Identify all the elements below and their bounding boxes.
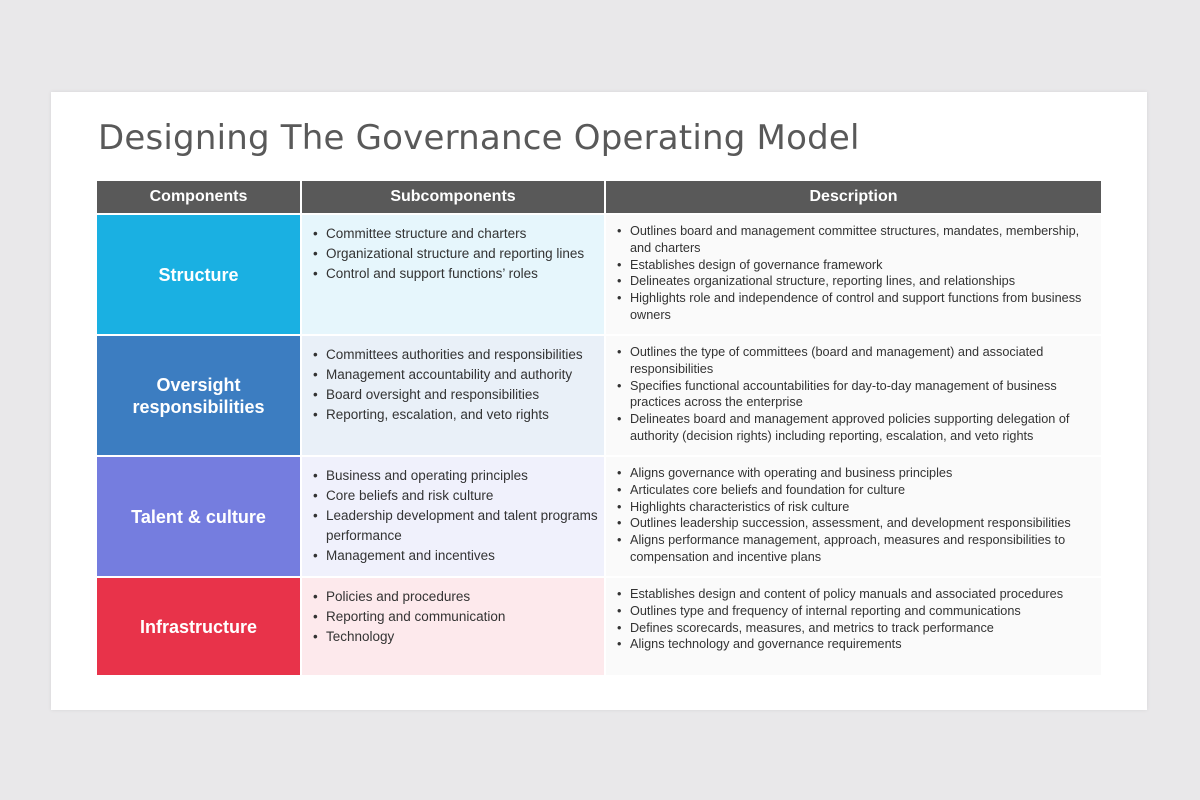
header-subcomponents: Subcomponents xyxy=(302,181,604,213)
list-item: • Reporting, escalation, and veto rights xyxy=(312,405,598,425)
list-item: • Outlines type and frequency of internal reporting and communications xyxy=(616,603,1093,620)
list-item: • Outlines leadership succession, assessment, and development responsibilities xyxy=(616,515,1093,532)
subcomponents-talent xyxy=(302,457,604,576)
list-item: • Leadership development and talent programs performance xyxy=(312,506,598,546)
list-item: • Establishes design and content of policy manuals and associated procedures xyxy=(616,586,1093,603)
subcomponents-list xyxy=(312,345,598,425)
list-item: • Control and support functions’ roles xyxy=(312,264,598,284)
list-item: • Highlights characteristics of risk culture xyxy=(616,499,1093,516)
list-item: • Committee structure and charters xyxy=(312,224,598,244)
list-item: • Highlights role and independence of control and support functions from business owners xyxy=(616,290,1093,324)
description-list xyxy=(616,465,1093,566)
list-item: • Delineates board and management approved policies supporting delegation of authority (decision rights) including reporting, escalation, and veto rights xyxy=(616,411,1093,445)
list-item: • Establishes design of governance framework xyxy=(616,257,1093,274)
component-infrastructure: Infrastructure xyxy=(97,578,300,675)
list-item: • Business and operating principles xyxy=(312,466,598,486)
list-item: • Aligns performance management, approach, measures and responsibilities to compensation and incentive plans xyxy=(616,532,1093,566)
governance-table xyxy=(97,181,1101,675)
list-item: • Technology xyxy=(312,627,598,647)
subcomponents-infrastructure xyxy=(302,578,604,675)
list-item: • Management accountability and authority xyxy=(312,365,598,385)
list-item: • Aligns technology and governance requirements xyxy=(616,636,1093,653)
header-description: Description xyxy=(606,181,1101,213)
component-oversight: Oversight responsibilities xyxy=(97,336,300,455)
description-list xyxy=(616,586,1093,653)
list-item: • Articulates core beliefs and foundation for culture xyxy=(616,482,1093,499)
list-item: • Outlines the type of committees (board and management) and associated responsibilities xyxy=(616,344,1093,378)
list-item: • Organizational structure and reporting lines xyxy=(312,244,598,264)
description-oversight xyxy=(606,336,1101,455)
list-item: • Outlines board and management committee structures, mandates, membership, and charters xyxy=(616,223,1093,257)
page-title: Designing The Governance Operating Model xyxy=(98,118,860,158)
list-item: • Defines scorecards, measures, and metrics to track performance xyxy=(616,620,1093,637)
slide xyxy=(51,92,1147,710)
subcomponents-list xyxy=(312,587,598,647)
list-item: • Management and incentives xyxy=(312,546,598,566)
description-talent xyxy=(606,457,1101,576)
list-item: • Committees authorities and responsibilities xyxy=(312,345,598,365)
list-item: • Board oversight and responsibilities xyxy=(312,385,598,405)
description-structure xyxy=(606,215,1101,334)
description-list xyxy=(616,344,1093,445)
description-infrastructure xyxy=(606,578,1101,675)
list-item: • Reporting and communication xyxy=(312,607,598,627)
list-item: • Delineates organizational structure, reporting lines, and relationships xyxy=(616,273,1093,290)
subcomponents-structure xyxy=(302,215,604,334)
description-list xyxy=(616,223,1093,324)
subcomponents-oversight xyxy=(302,336,604,455)
list-item: • Specifies functional accountabilities for day-to-day management of business practices across the enterprise xyxy=(616,378,1093,412)
component-structure: Structure xyxy=(97,215,300,334)
list-item: • Aligns governance with operating and business principles xyxy=(616,465,1093,482)
subcomponents-list xyxy=(312,224,598,284)
list-item: • Policies and procedures xyxy=(312,587,598,607)
list-item: • Core beliefs and risk culture xyxy=(312,486,598,506)
header-components: Components xyxy=(97,181,300,213)
subcomponents-list xyxy=(312,466,598,566)
component-talent: Talent & culture xyxy=(97,457,300,576)
